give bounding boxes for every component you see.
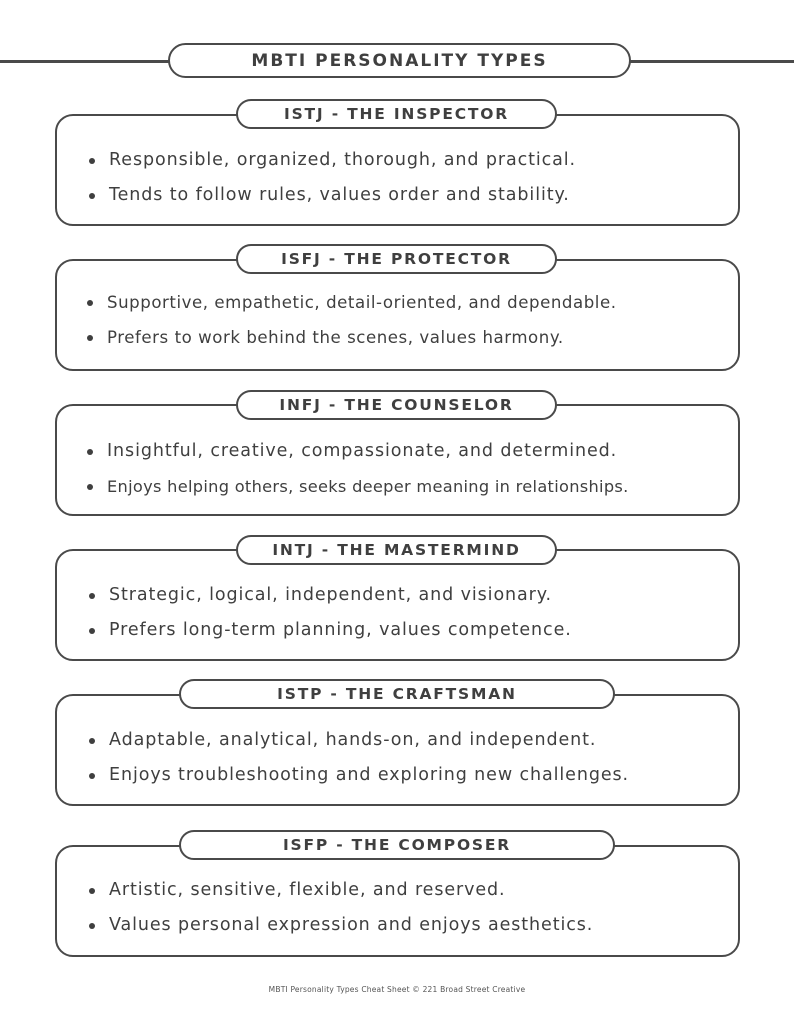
page-title: MBTI PERSONALITY TYPES [168,43,631,78]
bullet-dot-icon [89,593,95,599]
bullet-text: Supportive, empathetic, detail-oriented, and dependable. [107,293,617,312]
bullet-text: Prefers long-term planning, values competence. [109,620,572,640]
bullet-list [87,285,734,355]
bullet-text: Strategic, logical, independent, and visionary. [109,585,552,605]
type-card-intj [55,549,740,661]
bullet-text: Enjoys troubleshooting and exploring new challenges. [109,765,629,785]
type-title-istp: ISTP - THE CRAFTSMAN [179,679,615,709]
type-title-intj: INTJ - THE MASTERMIND [236,535,557,565]
bullet-item [89,143,734,178]
bullet-dot-icon [87,484,93,490]
type-card-isfj [55,259,740,371]
bullet-item [89,758,734,793]
bullet-text: Responsible, organized, thorough, and practical. [109,150,576,170]
bullet-dot-icon [87,300,93,306]
bullet-list [87,434,734,504]
type-card-isfp [55,845,740,957]
bullet-item [87,469,734,504]
bullet-item [89,613,734,648]
bullet-dot-icon [89,773,95,779]
type-card-istp [55,694,740,806]
bullet-list [89,578,734,648]
bullet-text: Insightful, creative, compassionate, and determined. [107,441,618,461]
type-title-isfj: ISFJ - THE PROTECTOR [236,244,557,274]
bullet-item [87,434,734,469]
bullet-text: Tends to follow rules, values order and stability. [109,185,570,205]
bullet-item [89,908,734,943]
bullet-dot-icon [89,738,95,744]
footer-copyright: MBTI Personality Types Cheat Sheet © 221 Broad Street Creative [268,985,526,994]
type-title-isfp: ISFP - THE COMPOSER [179,830,615,860]
type-card-infj [55,404,740,516]
bullet-dot-icon [87,449,93,455]
bullet-item [89,178,734,213]
bullet-list [89,723,734,793]
bullet-dot-icon [89,923,95,929]
type-title-infj: INFJ - THE COUNSELOR [236,390,557,420]
bullet-item [89,578,734,613]
bullet-item [87,320,734,355]
type-card-istj [55,114,740,226]
bullet-item [87,285,734,320]
bullet-text: Adaptable, analytical, hands-on, and independent. [109,730,597,750]
bullet-text: Enjoys helping others, seeks deeper meaning in relationships. [107,477,629,496]
bullet-dot-icon [89,888,95,894]
bullet-list [89,143,734,213]
bullet-dot-icon [87,335,93,341]
bullet-dot-icon [89,628,95,634]
bullet-dot-icon [89,158,95,164]
bullet-item [89,873,734,908]
bullet-text: Prefers to work behind the scenes, values harmony. [107,328,564,347]
title-rule-left [0,60,172,63]
bullet-text: Values personal expression and enjoys aesthetics. [109,915,594,935]
type-title-istj: ISTJ - THE INSPECTOR [236,99,557,129]
title-rule-right [628,60,794,63]
bullet-dot-icon [89,193,95,199]
bullet-list [89,873,734,943]
bullet-text: Artistic, sensitive, flexible, and reserved. [109,880,506,900]
bullet-item [89,723,734,758]
